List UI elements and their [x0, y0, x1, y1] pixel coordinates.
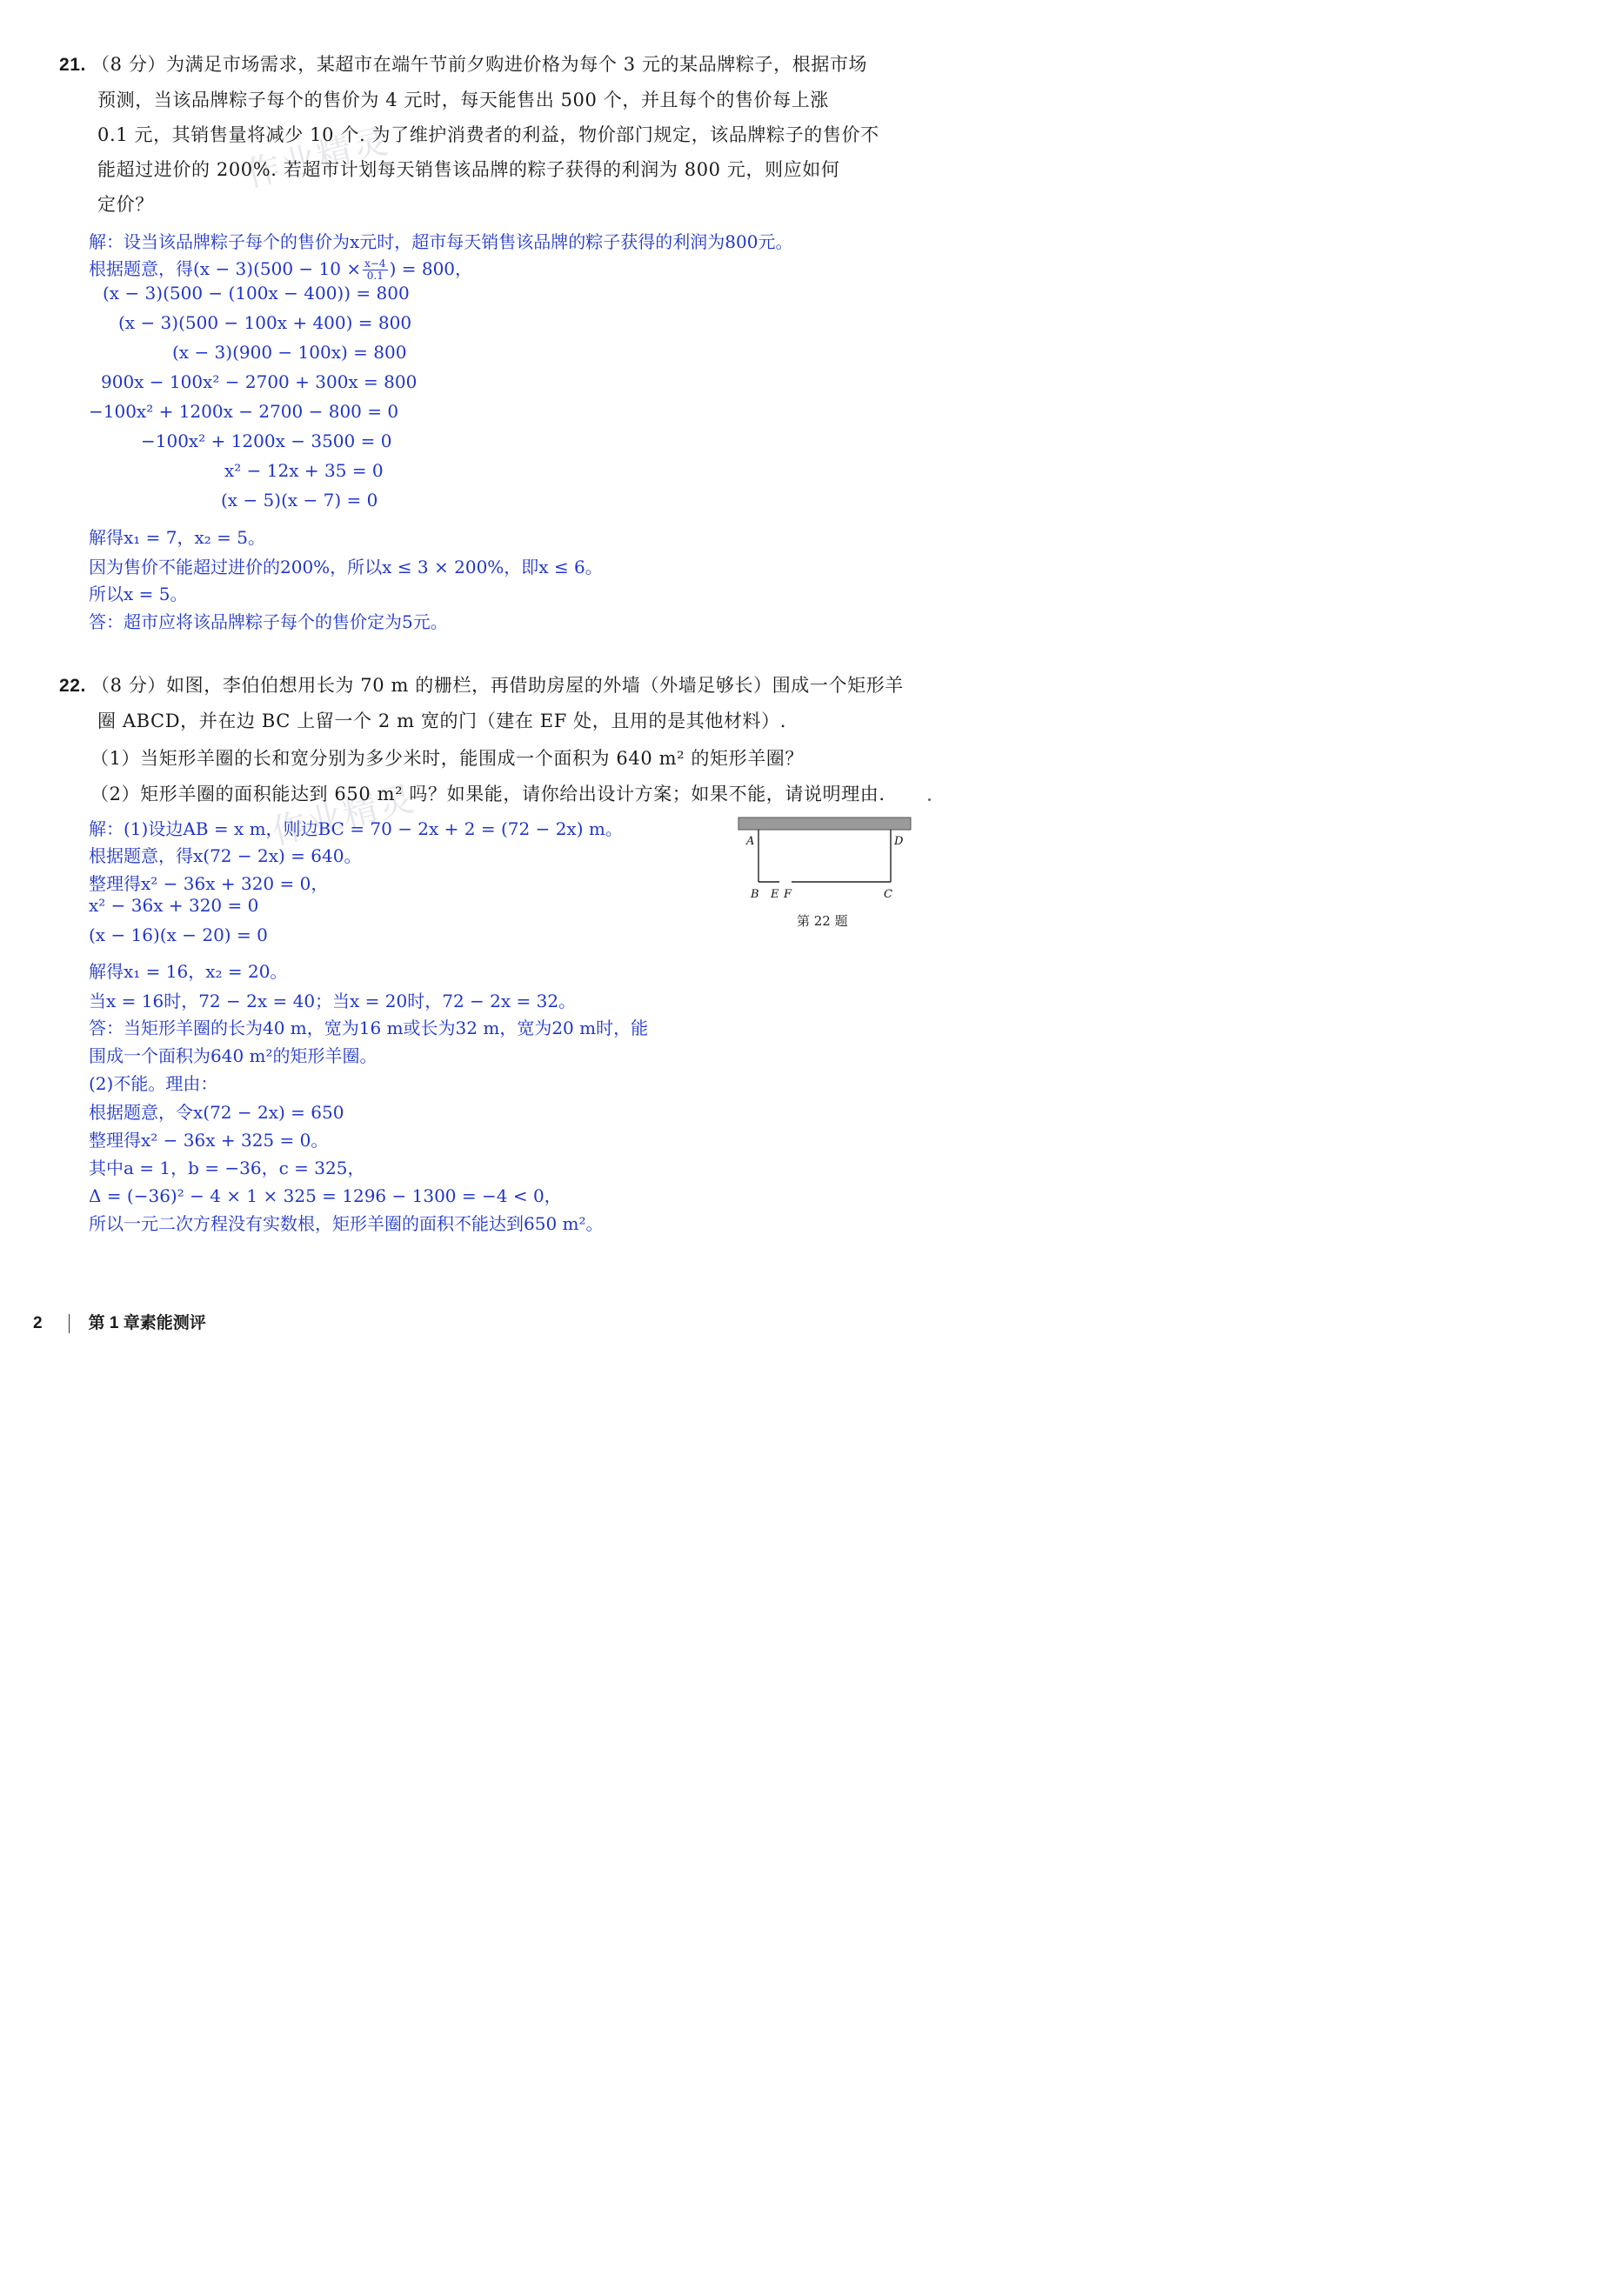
label-f: F [784, 888, 792, 901]
footer-divider [69, 1314, 70, 1333]
answer-line: 当x = 16时，72 − 2x = 40；当x = 20时，72 − 2x = 32。 [89, 991, 577, 1011]
sub-question-2: （2）矩形羊圈的面积能达到 650 m² 吗？如果能，请你给出设计方案；如果不能，请说明理由. [90, 784, 885, 804]
question-line: 圈 ABCD，并在边 BC 上留一个 2 m 宽的门（建在 EF 处，且用的是其他材料）. [97, 711, 787, 731]
label-e: E [771, 888, 779, 901]
answer-line: 根据题意，得x(72 − 2x) = 640。 [89, 845, 362, 866]
question-line: 22. （8 分）如图，李伯伯想用长为 70 m 的栅栏，再借助房屋的外墙（外墙足够长）围成一个矩形羊 [59, 675, 904, 696]
answer-line: 其中a = 1，b = −36，c = 325， [89, 1158, 365, 1178]
sub-question-1: （1）当矩形羊圈的长和宽分别为多少米时，能围成一个面积为 640 m² 的矩形羊圈？ [90, 748, 804, 769]
equation-step: (x − 3)(500 − 100x + 400) = 800 [118, 312, 412, 333]
question-line: 能超过进价的 200%. 若超市计划每天销售该品牌的粽子获得的利润为 800 元，则应如何 [97, 159, 840, 180]
equation-step: (x − 3)(900 − 100x) = 800 [172, 342, 407, 363]
answer-line: 解：设当该品牌粽子每个的售价为x元时，超市每天销售该品牌的粽子获得的利润为800元。 [89, 231, 793, 252]
question-21 [59, 47, 912, 222]
watermark: 作业精灵 [267, 778, 419, 853]
answer-line: x² − 36x + 320 = 0 [89, 895, 259, 916]
page-footer [33, 1310, 206, 1333]
answer-line: 解得x₁ = 7，x₂ = 5。 [89, 527, 265, 548]
answer-line: 所以x = 5。 [89, 584, 188, 604]
label-a: A [746, 835, 755, 848]
answer-line: 整理得x² − 36x + 325 = 0。 [89, 1130, 329, 1151]
page-number: 2 [33, 1314, 43, 1332]
answer-line: 答：超市应将该品牌粽子每个的售价定为5元。 [89, 611, 448, 632]
answer-line: 解得x₁ = 16，x₂ = 20。 [89, 961, 288, 982]
answer-line: 所以一元二次方程没有实数根，矩形羊圈的面积不能达到650 m²。 [89, 1213, 604, 1234]
answer-line: 解：(1)设边AB = x m，则边BC = 70 − 2x + 2 = (72 − 2x) m。 [89, 818, 623, 839]
figure-caption: 第 22 题 [797, 913, 848, 929]
question-line: 定价？ [97, 194, 154, 215]
question-line: 0.1 元，其销售量将减少 10 个. 为了维护消费者的利益，物价部门规定，该品牌粽子的售价不 [97, 124, 879, 145]
watermark: 作业精灵 [241, 121, 393, 196]
equation-step: −100x² + 1200x − 2700 − 800 = 0 [89, 401, 399, 422]
answer-line: 围成一个面积为640 m²的矩形羊圈。 [89, 1045, 378, 1066]
answer-line: Δ = (−36)² − 4 × 1 × 325 = 1296 − 1300 = −4 < 0， [89, 1185, 562, 1206]
question-line: 21. （8 分）为满足市场需求，某超市在端午节前夕购进价格为每个 3 元的某品牌粽子，根据市场 [59, 54, 868, 75]
answer-line: 根据题意，令x(72 − 2x) = 650 [89, 1102, 344, 1123]
equation-line: 根据题意，得(x − 3)(500 − 10 × $\frac{x-4}{0.1}$ ) = 800， [89, 257, 473, 282]
equation-step: −100x² + 1200x − 3500 = 0 [141, 430, 392, 451]
equation-step: 900x − 100x² − 2700 + 300x = 800 [101, 371, 418, 392]
house-wall [738, 818, 911, 830]
question-line: 预测，当该品牌粽子每个的售价为 4 元时，每天能售出 500 个，并且每个的售价每上涨 [97, 90, 829, 110]
label-c: C [884, 888, 892, 901]
question-number: 21. [59, 55, 86, 75]
label-b: B [751, 888, 759, 901]
answer-line: 整理得x² − 36x + 320 = 0， [89, 873, 329, 894]
answer-line: 因为售价不能超过进价的200%，所以x ≤ 3 × 200%，即x ≤ 6。 [89, 557, 603, 577]
fraction: $\frac{x-4}{0.1}$ [364, 257, 386, 282]
answer-line: (2)不能。理由： [89, 1073, 218, 1094]
question-22 [59, 668, 912, 738]
answer-line: 答：当矩形羊圈的长为40 m，宽为16 m或长为32 m，宽为20 m时，能 [89, 1018, 649, 1038]
decorative-dot [928, 798, 931, 801]
chapter-title: 第 1 章素能测评 [88, 1314, 206, 1332]
answer-line: (x − 16)(x − 20) = 0 [89, 924, 268, 945]
label-d: D [894, 835, 904, 848]
equation-step: x² − 12x + 35 = 0 [224, 460, 384, 481]
equation-step: (x − 5)(x − 7) = 0 [221, 490, 378, 511]
equation-step: (x − 3)(500 − (100x − 400)) = 800 [103, 283, 410, 304]
question-number: 22. [59, 676, 86, 696]
